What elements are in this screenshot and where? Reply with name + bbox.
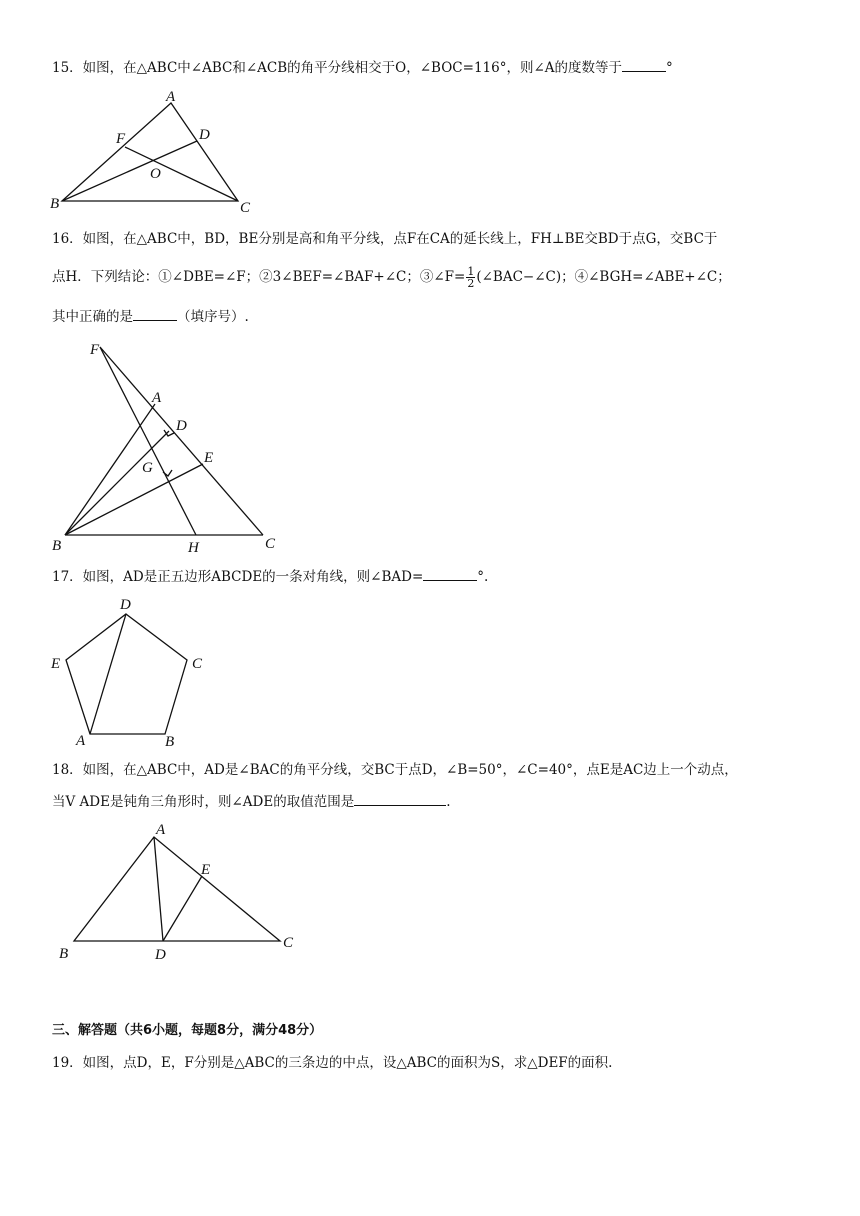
q16-label-h: H	[188, 540, 199, 556]
q16-label-b: B	[52, 538, 62, 554]
q18-label-b: B	[59, 946, 69, 962]
q18-line2-part-a: 当V ADE是钝角三角形时，则∠ADE的取值范围是	[52, 794, 355, 810]
q16-line3-part-a: 其中正确的是	[52, 309, 133, 325]
q18-triangle	[74, 837, 280, 941]
q18-line2-part-b: .	[446, 794, 451, 810]
q15-label-o: O	[150, 166, 161, 182]
section-title: 三、解答题（共6小题，每题8分，满分48分）	[52, 1023, 323, 1038]
q16-line2-part-b: (∠BAC−∠C)；④∠BGH=∠ABE+∠C；	[476, 269, 731, 285]
q15-label-d: D	[199, 127, 210, 143]
q16-label-a: A	[152, 390, 162, 406]
q16-line2-part-a: 点H．下列结论：①∠DBE=∠F；②3∠BEF=∠BAF+∠C；③∠F=	[52, 269, 466, 285]
q15-label-f: F	[116, 131, 126, 147]
q16-line3-part-b: （填序号）.	[177, 309, 249, 325]
q17-label-e: E	[51, 656, 61, 672]
q19-text: 19．如图，点D，E，F分别是△ABC的三条边的中点，设△ABC的面积为S，求△DEF的面积.	[52, 1055, 613, 1071]
q18-label-a: A	[156, 822, 166, 838]
q16-label-d: D	[176, 418, 187, 434]
q17-stem: 17．如图，AD是正五边形ABCDE的一条对角线，则∠BAD=	[52, 569, 424, 585]
q16-label-c: C	[265, 536, 276, 552]
q16-label-g: G	[142, 460, 153, 476]
q18-label-d: D	[155, 947, 166, 963]
q16-label-f: F	[90, 342, 100, 358]
q17-label-c: C	[192, 656, 203, 672]
q16-frac-den: 2	[467, 277, 475, 290]
q18-bisector-ad	[154, 837, 163, 941]
q18-line1: 18．如图，在△ABC中，AD是∠BAC的角平分线，交BC于点D，∠B=50°，∠C=40°，点E是AC边上一个动点，	[52, 762, 738, 778]
q15-label-c: C	[240, 200, 251, 216]
q17-label-d: D	[120, 597, 131, 613]
q15-suffix: °	[666, 60, 673, 76]
q18-label-e: E	[201, 862, 211, 878]
q15-label-a: A	[166, 89, 176, 105]
q16-line1: 16．如图，在△ABC中，BD，BE分别是高和角平分线，点F在CA的延长线上，FH⊥BE交BD于点G，交BC于	[52, 231, 718, 247]
q17-label-a: A	[76, 733, 86, 749]
q17-suffix: °.	[477, 569, 489, 585]
q15-label-b: B	[50, 196, 60, 212]
q15-stem: 15．如图，在△ABC中∠ABC和∠ACB的角平分线相交于O，∠BOC=116°，则∠A的度数等于	[52, 60, 623, 76]
q18-segment-de	[163, 876, 202, 941]
q16-label-e: E	[204, 450, 214, 466]
q17-label-b: B	[165, 734, 175, 750]
q18-label-c: C	[283, 935, 294, 951]
q16-frac-num: 1	[467, 265, 475, 278]
